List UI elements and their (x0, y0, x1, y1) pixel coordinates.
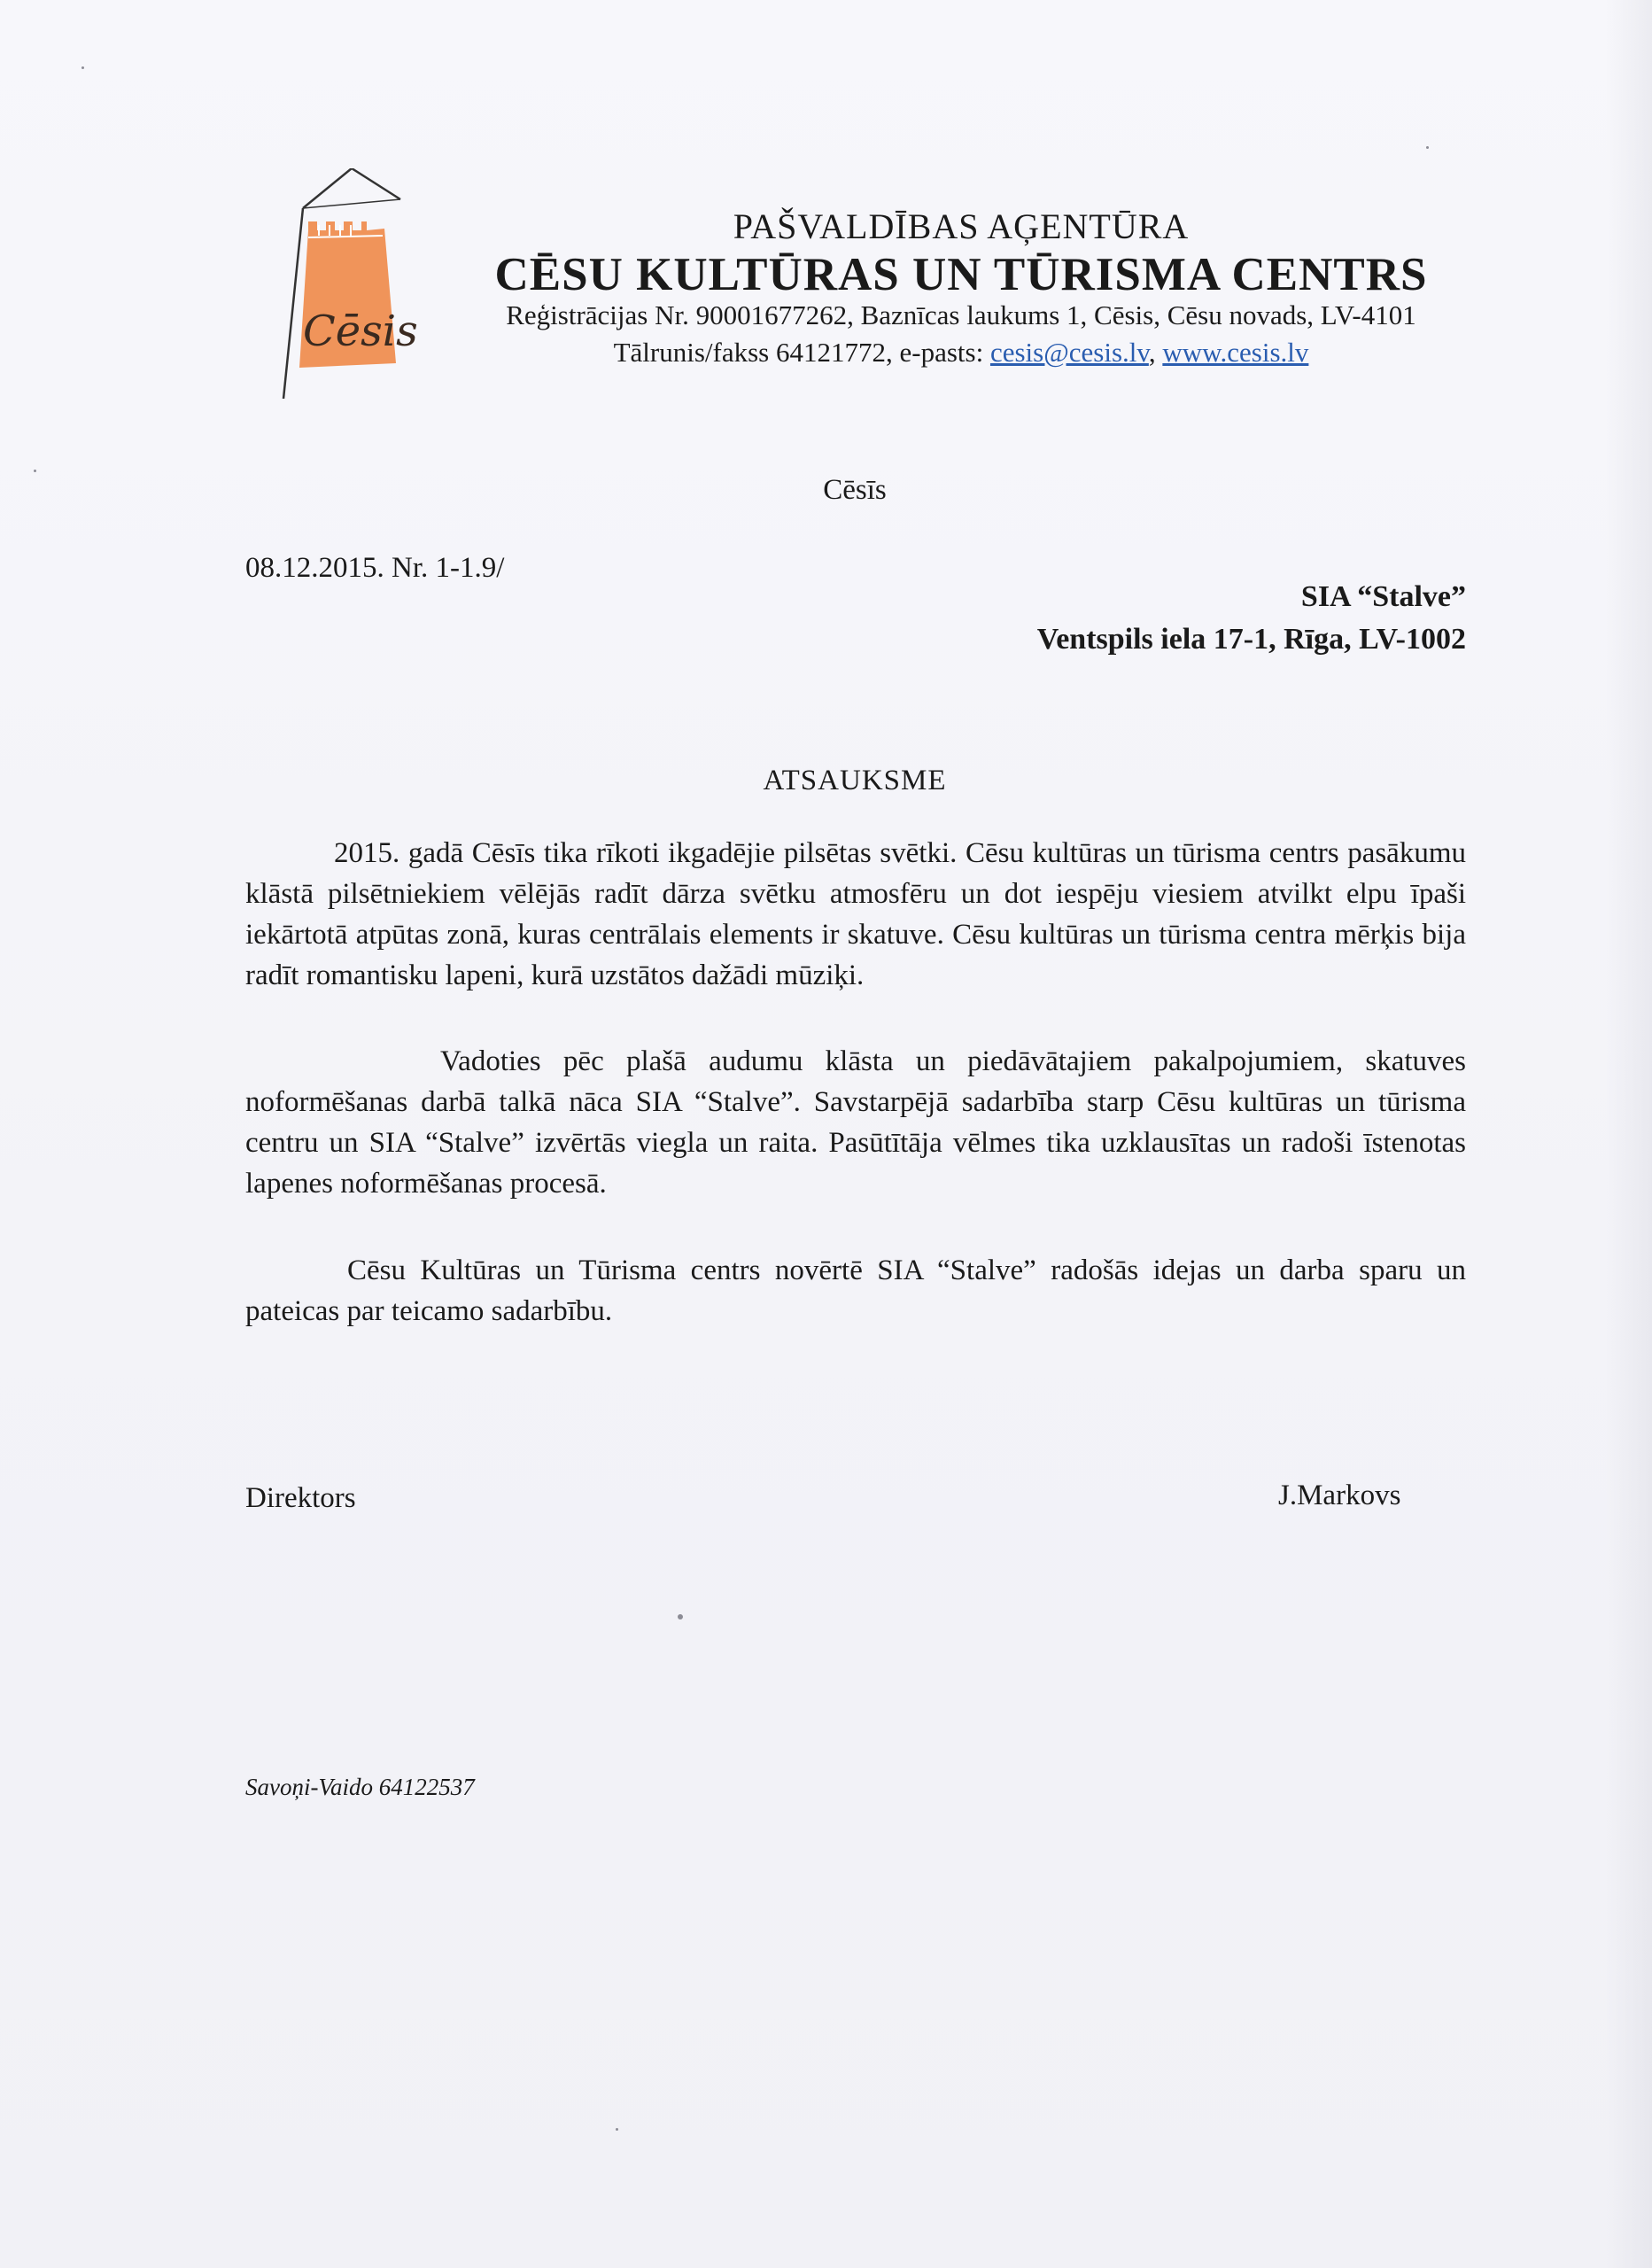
letter-place: Cēsīs (823, 474, 887, 506)
cesis-logo (276, 168, 431, 399)
body-paragraph-3: Cēsu Kultūras un Tūrisma centrs novērtē SIA “Stalve” radošās idejas un darba sparu un pateicas par teicamo sadarbību. (245, 1254, 1466, 1327)
prepared-by: Savoņi-Vaido 64122537 (245, 1774, 475, 1800)
page-edge-shadow (1606, 0, 1652, 2268)
recipient-address: Ventspils iela 17-1, Rīga, LV-1002 (1036, 623, 1466, 656)
contact-prefix: Tālrunis/fakss 64121772, e-pasts: (613, 337, 990, 368)
scan-speck (81, 66, 84, 69)
logo-text: Cēsis (303, 307, 418, 356)
registration-line: Reģistrācijas Nr. 90001677262, Baznīcas laukums 1, Cēsis, Cēsu novads, LV-4101 (506, 299, 1416, 330)
date-number: 08.12.2015. Nr. 1-1.9/ (245, 552, 505, 584)
signer-name: J.Markovs (1278, 1480, 1401, 1511)
centre-name: CĒSU KULTŪRAS UN TŪRISMA CENTRS (494, 249, 1428, 300)
scan-speck (678, 1614, 683, 1619)
signer-role: Direktors (245, 1482, 356, 1514)
document-title: ATSAUKSME (763, 765, 947, 796)
email-link[interactable]: cesis@cesis.lv (989, 337, 1149, 368)
contact-separator: , (1148, 337, 1163, 368)
agency-line: PAŠVALDĪBAS AĢENTŪRA (733, 206, 1190, 246)
scan-speck (1426, 146, 1429, 149)
body-paragraph-1: 2015. gadā Cēsīs tika rīkoti ikgadējie pilsētas svētki. Cēsu kultūras un tūrisma centrs pasākumu klāstā pilsētniekiem vēlējās radīt dārza svētku atmosfēru un dot iespēju viesiem atvilkt elpu īpaši iekārtotā atpūtas zonā, kuras centrālais elements ir skatuve. Cēsu kultūras un tūrisma centra mērķis bija radīt romantisku lapeni, kurā uzstātos dažādi mūziķi. (245, 837, 1466, 991)
body-paragraph-2: Vadoties pēc plašā audumu klāsta un piedāvātajiem pakalpojumiem, skatuves noformēšanas darbā talkā nāca SIA “Stalve”. Savstarpējā sadarbība starp Cēsu kultūras un tūrisma centru un SIA “Stalve” izvērtās viegla un raita. Pasūtītāja vēlmes tika uzklausītas un radoši īstenotas lapenes noformēšanas procesā. (245, 1045, 1466, 1200)
recipient-name: SIA “Stalve” (1300, 580, 1466, 613)
scan-speck (616, 2128, 618, 2131)
website-link[interactable]: www.cesis.lv (1162, 337, 1309, 368)
contact-line (443, 337, 1479, 369)
scan-speck (34, 470, 36, 472)
recipient-block (1037, 576, 1466, 661)
